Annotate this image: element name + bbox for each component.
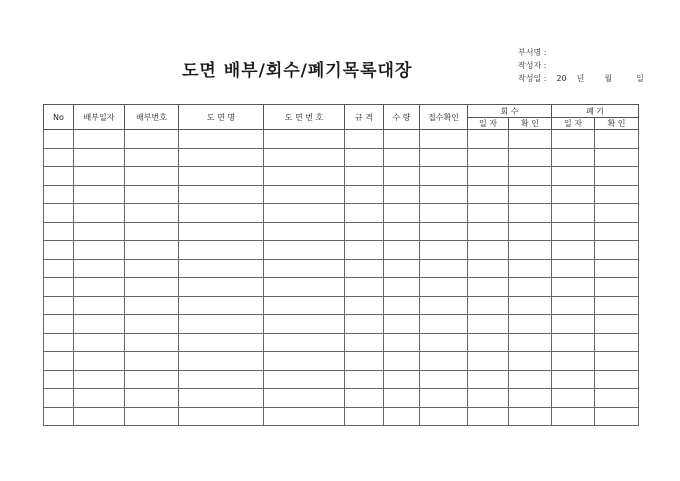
cell-no[interactable] <box>44 278 74 297</box>
cell-spec[interactable] <box>345 333 384 352</box>
cell-drawing-number[interactable] <box>264 185 345 204</box>
header-no: No <box>44 105 74 130</box>
cell-dist-number[interactable] <box>125 204 179 223</box>
table-row <box>44 130 639 149</box>
cell-receipt-check[interactable] <box>420 148 468 167</box>
header-return-group: 회 수 <box>468 105 552 118</box>
cell-return-date[interactable] <box>468 296 509 315</box>
cell-receipt-check[interactable] <box>420 333 468 352</box>
cell-spec[interactable] <box>345 370 384 389</box>
cell-return-confirm[interactable] <box>509 278 552 297</box>
cell-disposal-confirm[interactable] <box>595 167 639 186</box>
table-row <box>44 407 639 426</box>
cell-return-date[interactable] <box>468 204 509 223</box>
cell-disposal-confirm[interactable] <box>595 407 639 426</box>
cell-quantity[interactable] <box>384 278 420 297</box>
cell-dist-number[interactable] <box>125 352 179 371</box>
cell-return-confirm[interactable] <box>509 296 552 315</box>
date-year-unit: 년 <box>576 74 585 83</box>
ledger-body <box>44 130 639 426</box>
table-row <box>44 185 639 204</box>
cell-return-date[interactable] <box>468 241 509 260</box>
cell-dist-date[interactable] <box>74 204 125 223</box>
cell-drawing-name[interactable] <box>179 370 264 389</box>
cell-return-confirm[interactable] <box>509 222 552 241</box>
header-drawing-number: 도 면 번 호 <box>264 105 345 130</box>
cell-dist-date[interactable] <box>74 407 125 426</box>
cell-no[interactable] <box>44 204 74 223</box>
cell-dist-date[interactable] <box>74 148 125 167</box>
cell-drawing-number[interactable] <box>264 241 345 260</box>
cell-drawing-name[interactable] <box>179 259 264 278</box>
cell-dist-date[interactable] <box>74 278 125 297</box>
department-field: 부서명 : <box>518 48 547 57</box>
cell-dist-date[interactable] <box>74 185 125 204</box>
author-field: 작성자 : <box>518 61 547 70</box>
cell-quantity[interactable] <box>384 370 420 389</box>
cell-receipt-check[interactable] <box>420 241 468 260</box>
cell-quantity[interactable] <box>384 407 420 426</box>
cell-dist-date[interactable] <box>74 315 125 334</box>
cell-return-date[interactable] <box>468 130 509 149</box>
cell-dist-date[interactable] <box>74 167 125 186</box>
cell-no[interactable] <box>44 185 74 204</box>
cell-return-confirm[interactable] <box>509 130 552 149</box>
cell-spec[interactable] <box>345 130 384 149</box>
header-return-confirm: 확 인 <box>509 118 552 130</box>
cell-return-confirm[interactable] <box>509 167 552 186</box>
cell-drawing-number[interactable] <box>264 333 345 352</box>
cell-drawing-name[interactable] <box>179 204 264 223</box>
cell-receipt-check[interactable] <box>420 389 468 408</box>
cell-return-date[interactable] <box>468 389 509 408</box>
cell-spec[interactable] <box>345 315 384 334</box>
cell-disposal-date[interactable] <box>552 389 595 408</box>
cell-receipt-check[interactable] <box>420 222 468 241</box>
cell-drawing-name[interactable] <box>179 148 264 167</box>
header-return-date: 일 자 <box>468 118 509 130</box>
cell-drawing-number[interactable] <box>264 407 345 426</box>
cell-no[interactable] <box>44 259 74 278</box>
cell-receipt-check[interactable] <box>420 278 468 297</box>
cell-disposal-confirm[interactable] <box>595 370 639 389</box>
cell-receipt-check[interactable] <box>420 407 468 426</box>
cell-dist-number[interactable] <box>125 296 179 315</box>
cell-dist-number[interactable] <box>125 370 179 389</box>
cell-disposal-confirm[interactable] <box>595 389 639 408</box>
cell-dist-number[interactable] <box>125 278 179 297</box>
cell-receipt-check[interactable] <box>420 296 468 315</box>
cell-drawing-number[interactable] <box>264 148 345 167</box>
cell-drawing-number[interactable] <box>264 259 345 278</box>
table-row <box>44 389 639 408</box>
cell-spec[interactable] <box>345 296 384 315</box>
cell-drawing-name[interactable] <box>179 278 264 297</box>
cell-drawing-name[interactable] <box>179 333 264 352</box>
cell-drawing-name[interactable] <box>179 185 264 204</box>
cell-disposal-date[interactable] <box>552 167 595 186</box>
header-disposal-confirm: 확 인 <box>595 118 639 130</box>
cell-no[interactable] <box>44 407 74 426</box>
table-row <box>44 370 639 389</box>
cell-return-date[interactable] <box>468 315 509 334</box>
cell-quantity[interactable] <box>384 333 420 352</box>
cell-disposal-date[interactable] <box>552 333 595 352</box>
cell-dist-date[interactable] <box>74 370 125 389</box>
cell-return-confirm[interactable] <box>509 352 552 371</box>
cell-drawing-name[interactable] <box>179 222 264 241</box>
cell-spec[interactable] <box>345 167 384 186</box>
cell-disposal-date[interactable] <box>552 259 595 278</box>
header-receipt-check: 접수확인 <box>420 105 468 130</box>
cell-disposal-date[interactable] <box>552 370 595 389</box>
cell-dist-date[interactable] <box>74 259 125 278</box>
header-dist-number: 배부번호 <box>125 105 179 130</box>
table-row <box>44 222 639 241</box>
cell-return-confirm[interactable] <box>509 185 552 204</box>
cell-disposal-confirm[interactable] <box>595 278 639 297</box>
cell-disposal-confirm[interactable] <box>595 315 639 334</box>
cell-disposal-confirm[interactable] <box>595 222 639 241</box>
cell-return-confirm[interactable] <box>509 315 552 334</box>
cell-drawing-number[interactable] <box>264 130 345 149</box>
cell-spec[interactable] <box>345 407 384 426</box>
cell-drawing-number[interactable] <box>264 296 345 315</box>
cell-spec[interactable] <box>345 204 384 223</box>
cell-return-confirm[interactable] <box>509 370 552 389</box>
cell-drawing-name[interactable] <box>179 130 264 149</box>
cell-no[interactable] <box>44 370 74 389</box>
document-meta <box>518 46 644 85</box>
cell-quantity[interactable] <box>384 315 420 334</box>
cell-spec[interactable] <box>345 222 384 241</box>
header-dist-date: 배부일자 <box>74 105 125 130</box>
ledger-table <box>43 104 639 426</box>
cell-dist-number[interactable] <box>125 185 179 204</box>
cell-drawing-name[interactable] <box>179 352 264 371</box>
cell-drawing-number[interactable] <box>264 389 345 408</box>
cell-drawing-name[interactable] <box>179 315 264 334</box>
cell-no[interactable] <box>44 315 74 334</box>
cell-dist-number[interactable] <box>125 241 179 260</box>
cell-dist-number[interactable] <box>125 222 179 241</box>
cell-dist-number[interactable] <box>125 407 179 426</box>
cell-dist-date[interactable] <box>74 352 125 371</box>
cell-drawing-name[interactable] <box>179 241 264 260</box>
cell-no[interactable] <box>44 352 74 371</box>
cell-disposal-confirm[interactable] <box>595 148 639 167</box>
cell-drawing-number[interactable] <box>264 167 345 186</box>
cell-return-date[interactable] <box>468 278 509 297</box>
cell-dist-number[interactable] <box>125 389 179 408</box>
cell-receipt-check[interactable] <box>420 315 468 334</box>
cell-disposal-date[interactable] <box>552 185 595 204</box>
date-field <box>518 72 644 85</box>
cell-receipt-check[interactable] <box>420 259 468 278</box>
cell-receipt-check[interactable] <box>420 185 468 204</box>
cell-quantity[interactable] <box>384 296 420 315</box>
cell-drawing-number[interactable] <box>264 370 345 389</box>
cell-return-confirm[interactable] <box>509 333 552 352</box>
cell-dist-number[interactable] <box>125 148 179 167</box>
table-row <box>44 333 639 352</box>
cell-return-date[interactable] <box>468 352 509 371</box>
cell-disposal-confirm[interactable] <box>595 259 639 278</box>
cell-no[interactable] <box>44 296 74 315</box>
cell-quantity[interactable] <box>384 204 420 223</box>
cell-dist-date[interactable] <box>74 333 125 352</box>
page-title: 도면 배부/회수/폐기목록대장 <box>182 61 413 81</box>
cell-return-confirm[interactable] <box>509 204 552 223</box>
cell-no[interactable] <box>44 222 74 241</box>
cell-disposal-date[interactable] <box>552 130 595 149</box>
date-label: 작성일 : <box>518 74 547 83</box>
cell-no[interactable] <box>44 241 74 260</box>
cell-disposal-date[interactable] <box>552 315 595 334</box>
cell-receipt-check[interactable] <box>420 204 468 223</box>
cell-dist-date[interactable] <box>74 241 125 260</box>
cell-no[interactable] <box>44 167 74 186</box>
cell-drawing-number[interactable] <box>264 352 345 371</box>
cell-disposal-confirm[interactable] <box>595 204 639 223</box>
cell-quantity[interactable] <box>384 241 420 260</box>
date-day-unit: 일 <box>636 74 644 83</box>
cell-disposal-date[interactable] <box>552 204 595 223</box>
table-row <box>44 204 639 223</box>
cell-spec[interactable] <box>345 278 384 297</box>
cell-disposal-confirm[interactable] <box>595 333 639 352</box>
header-quantity: 수 량 <box>384 105 420 130</box>
cell-return-confirm[interactable] <box>509 241 552 260</box>
table-row <box>44 278 639 297</box>
cell-disposal-date[interactable] <box>552 407 595 426</box>
cell-dist-number[interactable] <box>125 333 179 352</box>
cell-dist-number[interactable] <box>125 315 179 334</box>
cell-return-confirm[interactable] <box>509 389 552 408</box>
cell-spec[interactable] <box>345 148 384 167</box>
header-disposal-date: 일 자 <box>552 118 595 130</box>
cell-disposal-confirm[interactable] <box>595 130 639 149</box>
cell-quantity[interactable] <box>384 130 420 149</box>
cell-return-date[interactable] <box>468 148 509 167</box>
cell-disposal-confirm[interactable] <box>595 241 639 260</box>
cell-return-date[interactable] <box>468 259 509 278</box>
cell-return-confirm[interactable] <box>509 407 552 426</box>
cell-dist-date[interactable] <box>74 296 125 315</box>
cell-receipt-check[interactable] <box>420 130 468 149</box>
cell-no[interactable] <box>44 130 74 149</box>
cell-return-date[interactable] <box>468 222 509 241</box>
cell-receipt-check[interactable] <box>420 370 468 389</box>
cell-dist-date[interactable] <box>74 130 125 149</box>
cell-quantity[interactable] <box>384 259 420 278</box>
cell-dist-number[interactable] <box>125 130 179 149</box>
cell-dist-number[interactable] <box>125 259 179 278</box>
cell-disposal-date[interactable] <box>552 148 595 167</box>
date-year: 20 <box>556 74 567 83</box>
header-drawing-name: 도 면 명 <box>179 105 264 130</box>
cell-drawing-name[interactable] <box>179 407 264 426</box>
cell-disposal-confirm[interactable] <box>595 352 639 371</box>
cell-quantity[interactable] <box>384 389 420 408</box>
cell-no[interactable] <box>44 148 74 167</box>
cell-disposal-date[interactable] <box>552 241 595 260</box>
cell-receipt-check[interactable] <box>420 352 468 371</box>
table-row <box>44 241 639 260</box>
cell-dist-number[interactable] <box>125 167 179 186</box>
header-spec: 규 격 <box>345 105 384 130</box>
cell-disposal-confirm[interactable] <box>595 296 639 315</box>
cell-quantity[interactable] <box>384 185 420 204</box>
cell-disposal-date[interactable] <box>552 278 595 297</box>
cell-quantity[interactable] <box>384 148 420 167</box>
cell-drawing-number[interactable] <box>264 204 345 223</box>
cell-drawing-number[interactable] <box>264 315 345 334</box>
cell-quantity[interactable] <box>384 352 420 371</box>
cell-drawing-number[interactable] <box>264 278 345 297</box>
table-row <box>44 167 639 186</box>
cell-spec[interactable] <box>345 185 384 204</box>
cell-disposal-date[interactable] <box>552 222 595 241</box>
table-row <box>44 296 639 315</box>
cell-disposal-date[interactable] <box>552 296 595 315</box>
cell-return-date[interactable] <box>468 407 509 426</box>
cell-receipt-check[interactable] <box>420 167 468 186</box>
cell-spec[interactable] <box>345 389 384 408</box>
header-disposal-group: 폐 기 <box>552 105 639 118</box>
date-month-unit: 월 <box>604 74 613 83</box>
cell-spec[interactable] <box>345 259 384 278</box>
cell-quantity[interactable] <box>384 167 420 186</box>
table-row <box>44 352 639 371</box>
cell-return-date[interactable] <box>468 333 509 352</box>
cell-no[interactable] <box>44 333 74 352</box>
cell-return-date[interactable] <box>468 185 509 204</box>
table-row <box>44 259 639 278</box>
cell-spec[interactable] <box>345 241 384 260</box>
cell-drawing-name[interactable] <box>179 167 264 186</box>
cell-return-confirm[interactable] <box>509 148 552 167</box>
cell-drawing-name[interactable] <box>179 389 264 408</box>
cell-drawing-number[interactable] <box>264 222 345 241</box>
cell-drawing-name[interactable] <box>179 296 264 315</box>
cell-spec[interactable] <box>345 352 384 371</box>
cell-dist-date[interactable] <box>74 389 125 408</box>
cell-return-date[interactable] <box>468 370 509 389</box>
cell-disposal-confirm[interactable] <box>595 185 639 204</box>
cell-no[interactable] <box>44 389 74 408</box>
cell-return-date[interactable] <box>468 167 509 186</box>
cell-quantity[interactable] <box>384 222 420 241</box>
cell-dist-date[interactable] <box>74 222 125 241</box>
table-row <box>44 148 639 167</box>
table-row <box>44 315 639 334</box>
cell-disposal-date[interactable] <box>552 352 595 371</box>
cell-return-confirm[interactable] <box>509 259 552 278</box>
